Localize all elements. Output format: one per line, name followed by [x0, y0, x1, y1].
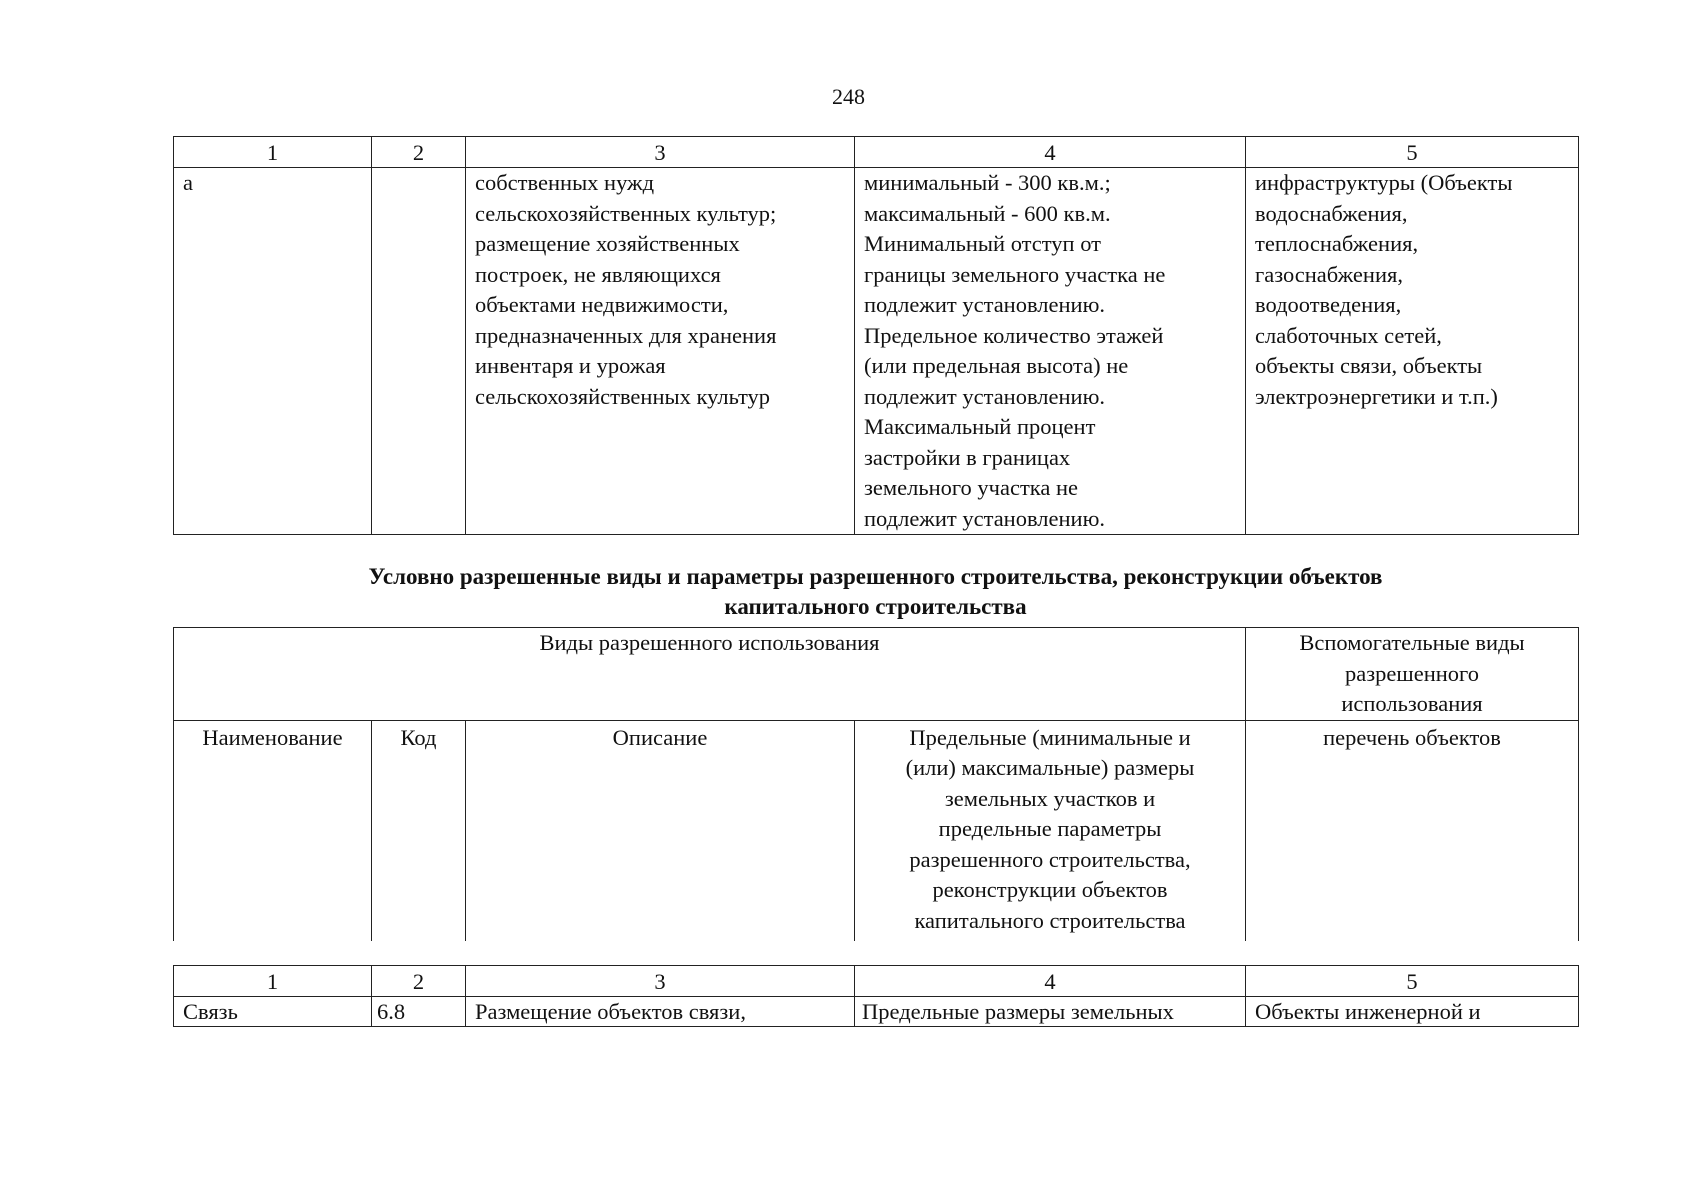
continued-table: [173, 136, 1579, 535]
cell-description: собственных нужд сельскохозяйственных культур; размещение хозяйственных построек, не являющихся объектами недвижимости, предназначенных для хранения инвентаря и урожая сельскохозяйственных культур: [466, 168, 855, 535]
main-group-header: Виды разрешенного использования: [174, 628, 1246, 721]
col-number: 2: [372, 966, 466, 997]
col-number: 3: [466, 966, 855, 997]
cell-objects: инфраструктуры (Объекты водоснабжения, теплоснабжения, газоснабжения, водоотведения, слаботочных сетей, объекты связи, объекты электроэнергетики и т.п.): [1246, 168, 1579, 535]
table-row: [174, 997, 1579, 1027]
cell-objects: Объекты инженерной и: [1246, 997, 1579, 1027]
cell-code: [372, 168, 466, 535]
page-number: 248: [832, 84, 865, 109]
header-code: Код: [372, 720, 466, 941]
header-name: Наименование: [174, 720, 372, 941]
header-description: Описание: [466, 720, 855, 941]
group-header-row: [174, 628, 1579, 721]
cell-name: Связь: [174, 997, 372, 1027]
col-number: 5: [1246, 966, 1579, 997]
col-number: 2: [372, 137, 466, 168]
col-number: 4: [855, 137, 1246, 168]
table-row: [174, 168, 1579, 535]
header-table: [173, 627, 1579, 941]
cell-description: Размещение объектов связи,: [466, 997, 855, 1027]
cell-limits: Предельные размеры земельных: [855, 997, 1246, 1027]
col-number: 4: [855, 966, 1246, 997]
cell-name: а: [174, 168, 372, 535]
col-number: 3: [466, 137, 855, 168]
column-header-row: [174, 720, 1579, 941]
column-number-row: [174, 966, 1579, 997]
header-limits: Предельные (минимальные и (или) максимальные) размеры земельных участков и предельные параметры разрешенного строительства, реконструкции объектов капитального строительства: [855, 720, 1246, 941]
column-number-row: [174, 137, 1579, 168]
cell-code: 6.8: [372, 997, 466, 1027]
col-number: 1: [174, 137, 372, 168]
col-number: 5: [1246, 137, 1579, 168]
header-objects: перечень объектов: [1246, 720, 1579, 941]
aux-group-header: Вспомогательные виды разрешенного использования: [1246, 628, 1579, 721]
section-heading: Условно разрешенные виды и параметры разрешенного строительства, реконструкции объектов капитального строительства: [368, 564, 1383, 619]
col-number: 1: [174, 966, 372, 997]
data-table: [173, 965, 1579, 1027]
cell-limits: минимальный - 300 кв.м.; максимальный - 600 кв.м. Минимальный отступ от границы земельного участка не подлежит установлению. Предельное количество этажей (или предельная высота) не подлежит установлению. Максимальный процент застройки в границах земельного участка не подлежит установлению.: [855, 168, 1246, 535]
